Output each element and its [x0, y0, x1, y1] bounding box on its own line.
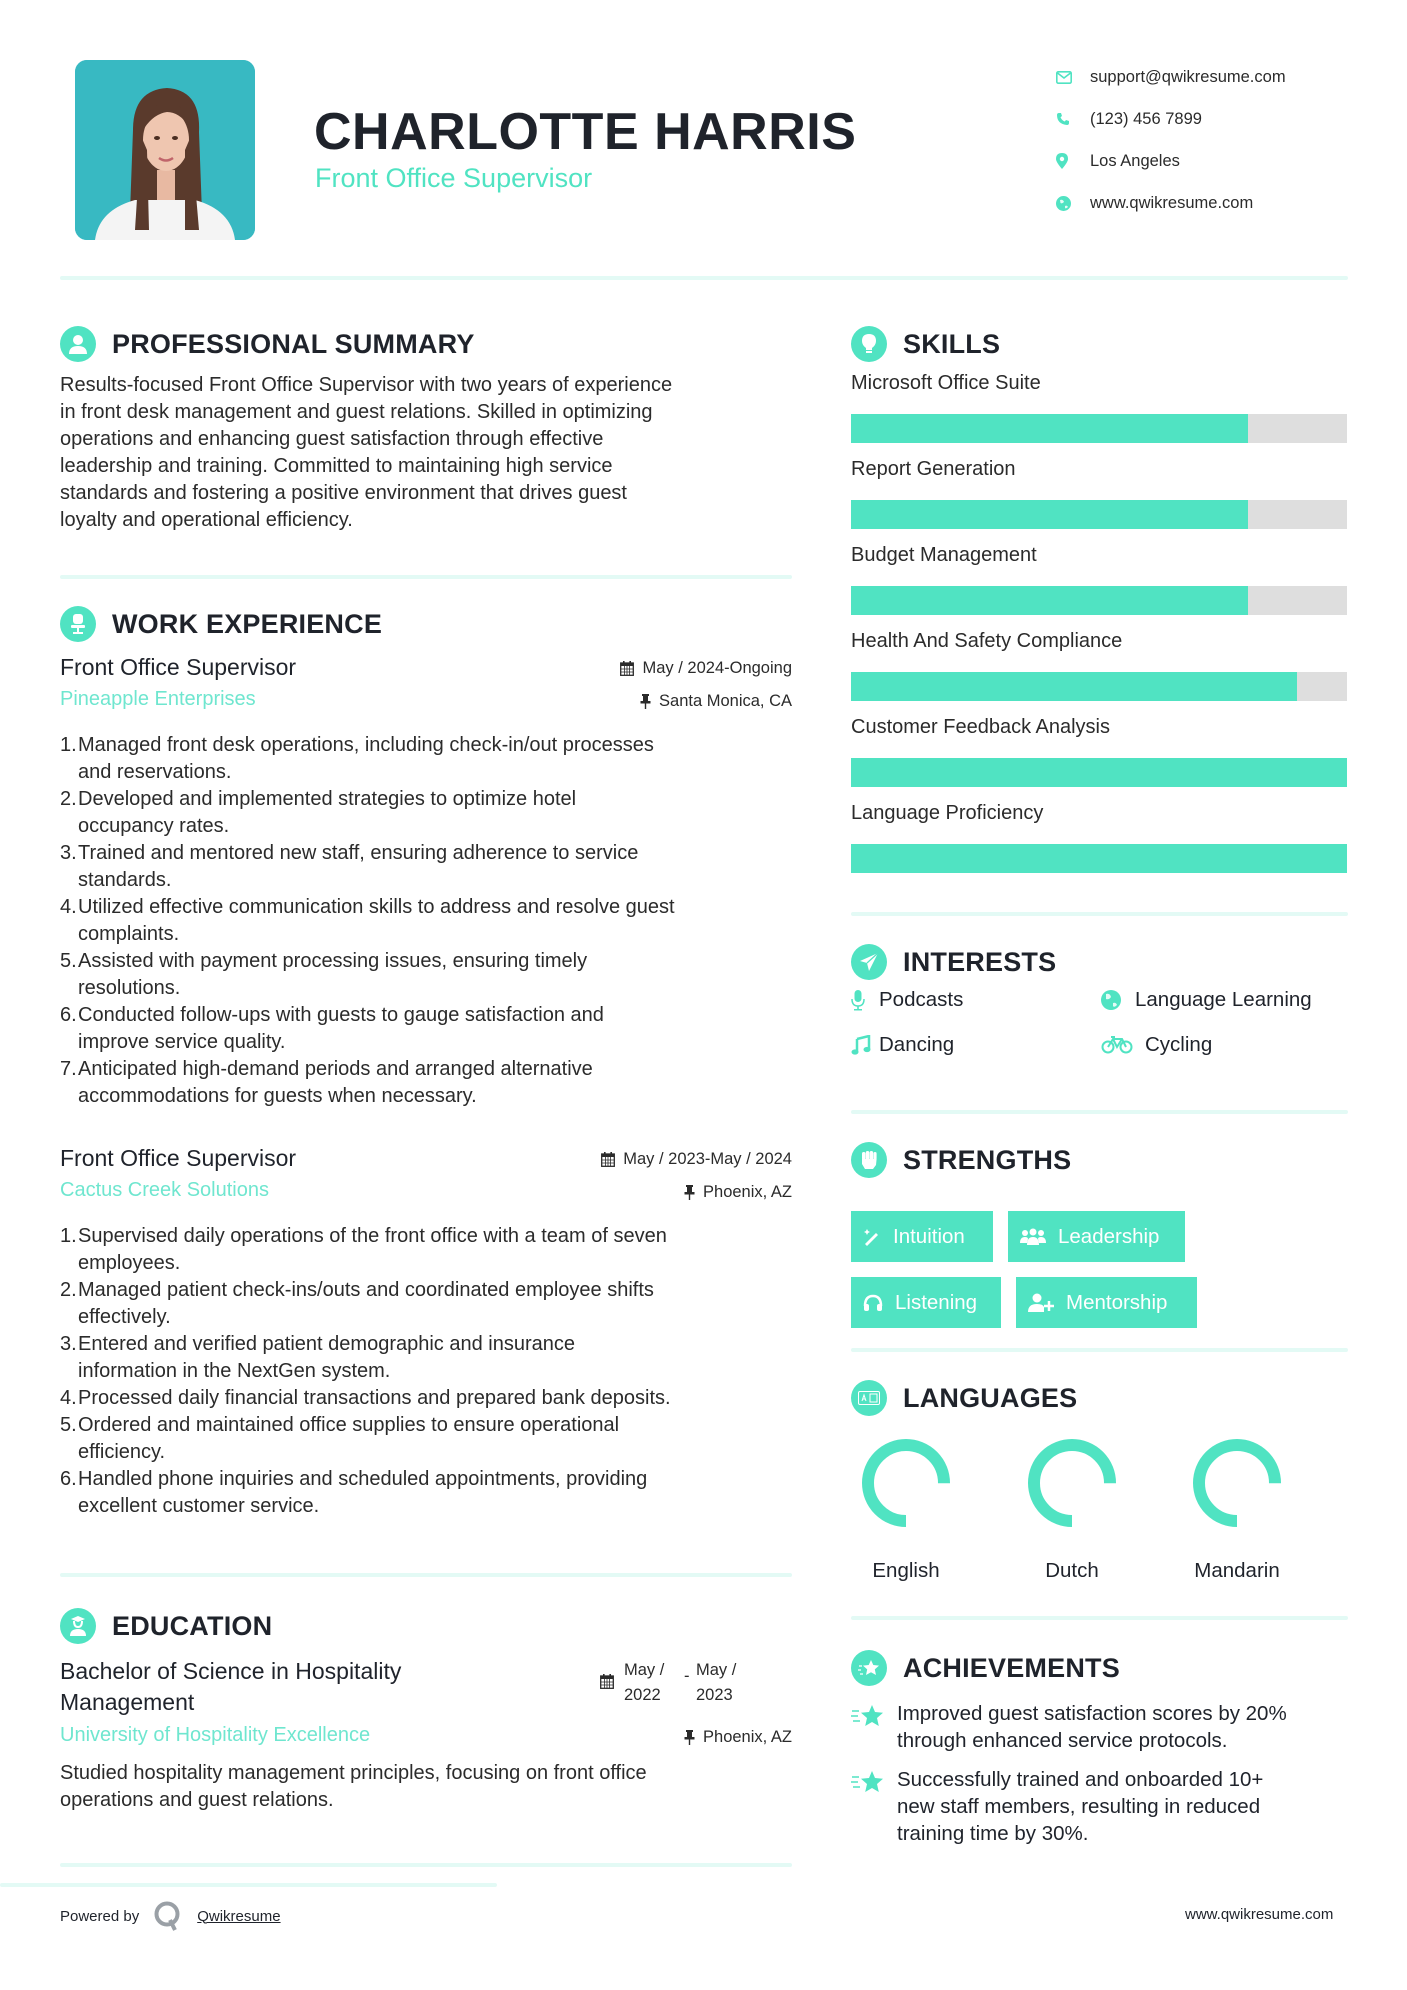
interest-item: Dancing	[851, 1033, 954, 1057]
qwikresume-logo-icon	[153, 1900, 183, 1932]
bullet-item: 2. Managed patient check-ins/outs and coordinated employee shifts effectively.	[60, 1279, 654, 1328]
footer-url[interactable]: www.qwikresume.com	[1185, 1906, 1334, 1923]
graduate-icon	[60, 1608, 96, 1644]
section-divider	[851, 912, 1348, 916]
section-title: EDUCATION	[112, 1610, 273, 1641]
bullet-item: 2. Developed and implemented strategies to optimize hotel occupancy rates.	[60, 788, 577, 837]
skill-item: Customer Feedback Analysis	[851, 716, 1348, 802]
section-title: SKILLS	[903, 328, 1001, 359]
bullet-item: 5. Ordered and maintained office supplies to ensure operational efficiency.	[60, 1414, 620, 1463]
section-title: LANGUAGES	[903, 1382, 1078, 1413]
achievement-item: Improved guest satisfaction scores by 20% through enhanced service protocols.	[851, 1700, 1348, 1754]
job-dates: May / 2024-Ongoing	[620, 659, 792, 678]
section-title: STRENGTHS	[903, 1144, 1072, 1175]
users-icon	[1020, 1228, 1046, 1246]
skill-bar	[851, 500, 1347, 529]
interest-item: Cycling	[1101, 1033, 1212, 1057]
microphone-icon	[851, 989, 879, 1011]
contact-location	[1056, 140, 1386, 182]
language-progress-ring	[846, 1434, 966, 1534]
shooting-star-icon	[851, 1766, 897, 1847]
pushpin-icon	[684, 1730, 695, 1745]
section-heading	[60, 604, 792, 644]
shooting-star-icon	[851, 1650, 887, 1686]
bullet-item: 3. Trained and mentored new staff, ensuring adherence to service standards.	[60, 842, 639, 891]
education-dates: May / 2022 - May / 2023	[600, 1658, 736, 1708]
interests-section	[851, 942, 1348, 1088]
strengths-section	[851, 1140, 1348, 1340]
skill-bar	[851, 414, 1347, 443]
bullet-item: 6. Handled phone inquiries and scheduled appointments, providing excellent customer service.	[60, 1468, 648, 1517]
summary-text: Results-focused Front Office Supervisor with two years of experience in front desk management and guest relations. Skilled in optimizing operations and enhancing guest satisfaction through effective leadership and training. Committed to maintaining high service standards and fostering a positive environment that drives guest loyalty and operational efficiency.	[60, 374, 673, 531]
skills-section	[851, 324, 1348, 888]
section-divider	[60, 1863, 792, 1867]
job-dates: May / 2023-May / 2024	[601, 1150, 792, 1169]
skill-bar	[851, 844, 1347, 873]
job-entry	[60, 1145, 792, 1520]
paper-plane-icon	[851, 944, 887, 980]
bullet-item: 1. Managed front desk operations, including check-in/out processes and reservations.	[60, 734, 654, 783]
interest-item: Language Learning	[1101, 988, 1312, 1012]
pushpin-icon	[684, 1185, 695, 1200]
section-divider	[851, 1348, 1348, 1352]
contact-phone-text: (123) 456 7899	[1090, 109, 1202, 128]
contact-location-text: Los Angeles	[1090, 151, 1180, 170]
skill-bar	[851, 758, 1347, 787]
section-divider	[60, 1573, 792, 1577]
contact-list	[1056, 56, 1386, 224]
contact-website[interactable]	[1056, 182, 1386, 224]
company-name: Cactus Creek Solutions	[60, 1179, 269, 1201]
section-divider	[851, 1110, 1348, 1114]
job-location: Santa Monica, CA	[640, 692, 792, 711]
footer-powered-by	[60, 1900, 281, 1932]
job-location: Phoenix, AZ	[684, 1183, 792, 1202]
person-portrait-icon	[75, 60, 255, 240]
section-divider	[0, 1883, 497, 1887]
section-heading	[851, 1140, 1348, 1180]
strength-chip: Mentorship	[1016, 1277, 1197, 1328]
job-entry	[60, 654, 792, 1110]
education-section	[60, 1606, 792, 1814]
skill-item: Language Proficiency	[851, 802, 1348, 888]
lightbulb-icon	[851, 326, 887, 362]
skill-list	[851, 372, 1348, 888]
bullet-item: 5. Assisted with payment processing issues, ensuring timely resolutions.	[60, 950, 588, 999]
header-divider	[60, 276, 1348, 280]
job-title: Front Office Supervisor	[60, 654, 297, 680]
magic-wand-icon	[863, 1228, 881, 1246]
profile-photo	[75, 60, 255, 240]
pushpin-icon	[640, 694, 651, 709]
section-title: INTERESTS	[903, 946, 1057, 977]
translate-icon	[851, 1380, 887, 1416]
powered-by-label: Powered by	[60, 1907, 140, 1925]
skill-item: Report Generation	[851, 458, 1348, 544]
headphones-icon	[863, 1294, 883, 1312]
bullet-item: 4. Utilized effective communication skills to address and resolve guest complaints.	[60, 896, 675, 945]
strength-chip: Leadership	[1008, 1211, 1185, 1262]
globe-icon	[1101, 990, 1135, 1010]
professional-summary-section	[60, 324, 792, 534]
work-experience-section	[60, 604, 792, 644]
job-bullets	[60, 732, 792, 1110]
shooting-star-icon	[851, 1700, 897, 1754]
contact-email-text: support@qwikresume.com	[1090, 67, 1286, 86]
office-chair-icon	[60, 606, 96, 642]
section-divider	[60, 575, 792, 579]
section-title: PROFESSIONAL SUMMARY	[112, 328, 475, 359]
section-title: WORK EXPERIENCE	[112, 608, 383, 639]
achievements-section	[851, 1648, 1348, 1847]
user-plus-icon	[1028, 1293, 1054, 1313]
strength-chip: Listening	[851, 1277, 1001, 1328]
music-note-icon	[851, 1035, 879, 1055]
contact-email[interactable]	[1056, 56, 1386, 98]
fist-icon	[851, 1142, 887, 1178]
interest-item: Podcasts	[851, 988, 963, 1012]
candidate-title: Front Office Supervisor	[315, 163, 593, 193]
language-progress-ring	[1012, 1434, 1132, 1534]
section-heading	[851, 324, 1348, 364]
section-heading	[851, 942, 1348, 982]
education-location: Phoenix, AZ	[684, 1728, 792, 1747]
phone-icon	[1056, 112, 1090, 126]
interest-list	[851, 988, 1348, 1088]
map-pin-icon	[1056, 153, 1090, 169]
job-title: Front Office Supervisor	[60, 1145, 297, 1171]
language-item: English	[846, 1434, 966, 1583]
bicycle-icon	[1101, 1036, 1145, 1054]
languages-section	[851, 1378, 1348, 1598]
skill-item: Budget Management	[851, 544, 1348, 630]
section-heading	[851, 1378, 1348, 1418]
school-name: University of Hospitality Excellence	[60, 1724, 371, 1746]
degree-title: Bachelor of Science in Hospitality Management	[60, 1658, 402, 1715]
bullet-item: 3. Entered and verified patient demographic and insurance information in the NextGen system.	[60, 1333, 575, 1382]
calendar-icon	[620, 661, 634, 676]
bullet-item: 6. Conducted follow-ups with guests to gauge satisfaction and improve service quality.	[60, 1004, 604, 1053]
contact-phone[interactable]	[1056, 98, 1386, 140]
skill-item: Health And Safety Compliance	[851, 630, 1348, 716]
calendar-icon	[600, 1674, 614, 1689]
bullet-item: 4. Processed daily financial transactions and prepared bank deposits.	[60, 1387, 671, 1409]
strength-chip: Intuition	[851, 1211, 993, 1262]
skill-bar	[851, 672, 1347, 701]
section-heading	[60, 1606, 792, 1646]
section-divider	[851, 1616, 1348, 1620]
candidate-name: CHARLOTTE HARRIS	[314, 103, 857, 161]
company-name: Pineapple Enterprises	[60, 688, 256, 710]
language-progress-ring	[1177, 1434, 1297, 1534]
section-heading	[851, 1648, 1348, 1688]
bullet-item: 1. Supervised daily operations of the front office with a team of seven employees.	[60, 1225, 667, 1274]
achievement-item: Successfully trained and onboarded 10+ new staff members, resulting in reduced training time by 30%.	[851, 1766, 1348, 1847]
calendar-icon	[601, 1152, 615, 1167]
contact-website-text: www.qwikresume.com	[1090, 193, 1254, 212]
bullet-item: 7. Anticipated high-demand periods and arranged alternative accommodations for guests when necessary.	[60, 1058, 593, 1107]
user-icon	[60, 326, 96, 362]
job-bullets	[60, 1223, 792, 1520]
section-title: ACHIEVEMENTS	[903, 1652, 1120, 1683]
qwikresume-link[interactable]: Qwikresume	[197, 1907, 281, 1925]
language-item: Mandarin	[1177, 1434, 1297, 1583]
globe-icon	[1056, 196, 1090, 211]
skill-bar	[851, 586, 1347, 615]
skill-item: Microsoft Office Suite	[851, 372, 1348, 458]
section-heading	[60, 324, 792, 364]
language-item: Dutch	[1012, 1434, 1132, 1583]
education-description: Studied hospitality management principles, focusing on front office operations and guest relations.	[60, 1762, 647, 1811]
envelope-icon	[1056, 71, 1090, 84]
